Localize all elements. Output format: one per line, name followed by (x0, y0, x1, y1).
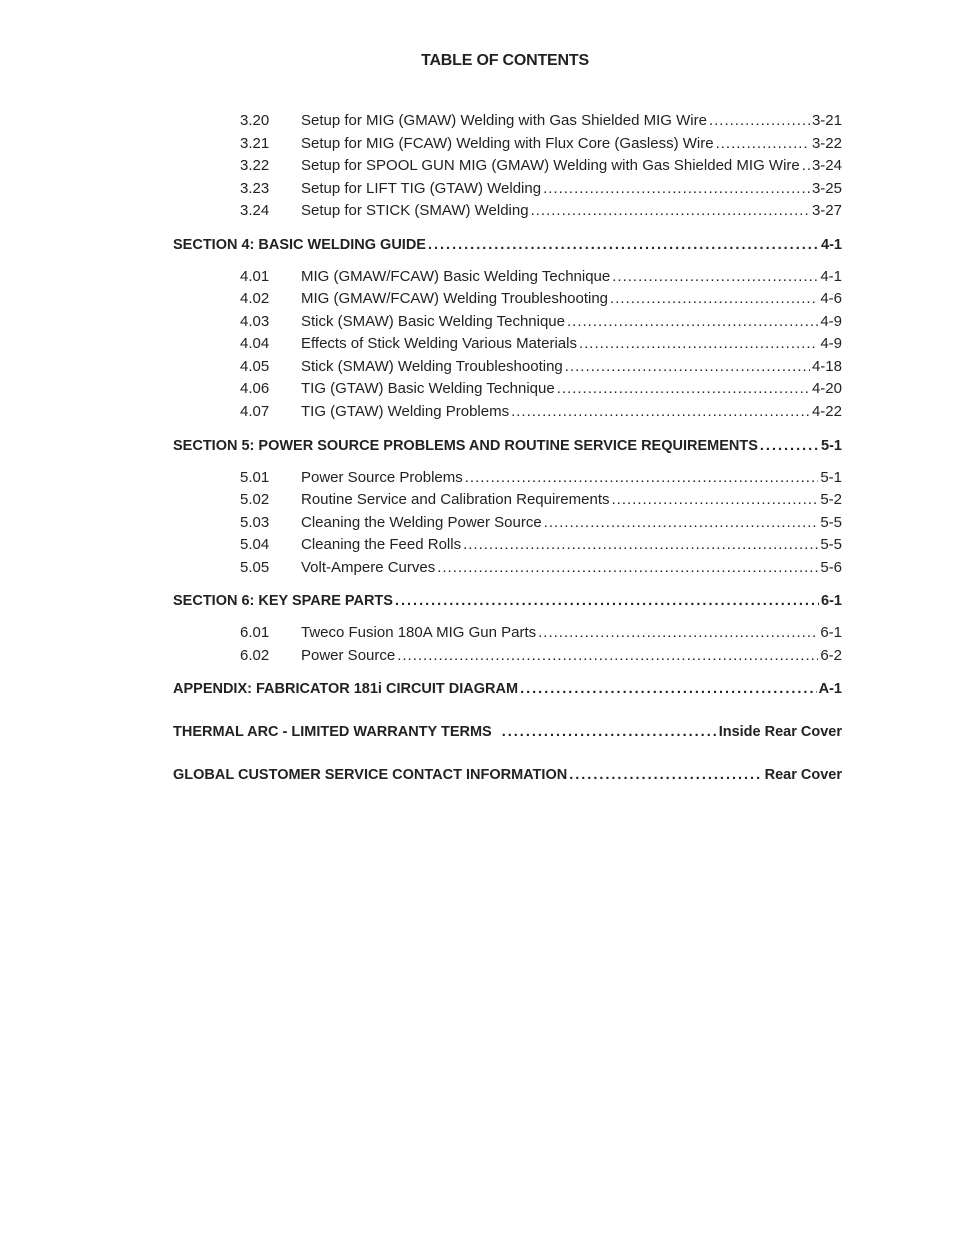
section-title: GLOBAL CUSTOMER SERVICE CONTACT INFORMATION (173, 767, 568, 783)
entry-title: Power Source (301, 647, 396, 664)
toc-entry[interactable] (173, 489, 842, 511)
entry-number: 4.04 (240, 335, 270, 352)
entry-number: 3.24 (240, 202, 270, 219)
entry-page: 3-24 (811, 157, 842, 174)
entry-number: 4.06 (240, 380, 270, 397)
entry-page: 3-25 (811, 180, 842, 197)
entry-number: 4.07 (240, 403, 270, 420)
dot-leader (565, 356, 810, 378)
toc-entry[interactable] (173, 467, 842, 489)
dot-leader (557, 378, 810, 400)
section-page: 4-1 (821, 237, 842, 253)
dot-leader (760, 435, 819, 457)
entry-title: Setup for SPOOL GUN MIG (GMAW) Welding with Gas Shielded MIG Wire (301, 157, 800, 174)
entry-title: Power Source Problems (301, 469, 463, 486)
section-title: SECTION 6: KEY SPARE PARTS (173, 593, 393, 609)
entry-page: 4-18 (811, 358, 842, 375)
dot-leader (579, 333, 818, 355)
entry-number: 6.02 (240, 647, 270, 664)
dot-leader (709, 110, 810, 132)
toc-entry[interactable] (173, 311, 842, 333)
toc-entry[interactable] (173, 110, 842, 132)
entry-number: 5.02 (240, 491, 270, 508)
entry-title: Stick (SMAW) Welding Troubleshooting (301, 358, 563, 375)
entry-page: 4-22 (811, 403, 842, 420)
entry-title: Routine Service and Calibration Requirements (301, 491, 610, 508)
entry-title: Cleaning the Welding Power Source (301, 514, 542, 531)
entry-title: Setup for LIFT TIG (GTAW) Welding (301, 180, 542, 197)
page-title: TABLE OF CONTENTS (421, 52, 589, 69)
dot-leader (544, 512, 819, 534)
dot-leader (397, 645, 818, 667)
section-page: A-1 (818, 681, 842, 697)
entry-page: 6-2 (820, 647, 842, 664)
entry-page: 5-1 (820, 469, 842, 486)
entry-number: 4.05 (240, 358, 270, 375)
section-page: Rear Cover (764, 767, 842, 783)
entry-page: 5-5 (820, 514, 842, 531)
toc-entry[interactable] (173, 266, 842, 288)
entry-title: TIG (GTAW) Basic Welding Technique (301, 380, 555, 397)
entry-page: 4-1 (820, 268, 842, 285)
section-page: 5-1 (821, 438, 842, 454)
entry-number: 4.01 (240, 268, 270, 285)
dot-leader (569, 764, 762, 786)
entry-page: 3-22 (811, 135, 842, 152)
dot-leader (395, 590, 819, 612)
entry-page: 4-20 (811, 380, 842, 397)
toc-entry[interactable] (173, 645, 842, 667)
entry-title: Stick (SMAW) Basic Welding Technique (301, 313, 565, 330)
toc-entry[interactable] (173, 200, 842, 222)
dot-leader (437, 557, 818, 579)
toc-section[interactable] (173, 764, 842, 786)
entry-page: 3-27 (811, 202, 842, 219)
toc-entry[interactable] (173, 178, 842, 200)
section-title: SECTION 5: POWER SOURCE PROBLEMS AND ROUTINE SERVICE REQUIREMENTS (173, 438, 758, 454)
dot-leader (567, 311, 818, 333)
entry-number: 5.03 (240, 514, 270, 531)
entry-title: MIG (GMAW/FCAW) Welding Troubleshooting (301, 290, 609, 307)
dot-leader (538, 622, 818, 644)
entry-page: 4-9 (820, 335, 842, 352)
toc-entry[interactable] (173, 378, 842, 400)
entry-number: 3.22 (240, 157, 270, 174)
toc-entry[interactable] (173, 133, 842, 155)
dot-leader (428, 234, 819, 256)
dot-leader (802, 155, 810, 177)
section-page: 6-1 (821, 593, 842, 609)
entry-page: 6-1 (820, 624, 842, 641)
entry-number: 6.01 (240, 624, 270, 641)
dot-leader (520, 678, 817, 700)
entry-title: Cleaning the Feed Rolls (301, 536, 462, 553)
toc-entry[interactable] (173, 356, 842, 378)
toc-section[interactable] (173, 678, 842, 700)
toc-entry[interactable] (173, 288, 842, 310)
toc-entry[interactable] (173, 155, 842, 177)
entry-title: Setup for MIG (FCAW) Welding with Flux Core (Gasless) Wire (301, 135, 714, 152)
section-title: THERMAL ARC - LIMITED WARRANTY TERMS (173, 724, 492, 740)
toc-entry[interactable] (173, 401, 842, 423)
dot-leader (465, 467, 819, 489)
entry-number: 5.05 (240, 559, 270, 576)
entry-page: 5-5 (820, 536, 842, 553)
entry-number: 3.20 (240, 112, 270, 129)
dot-leader (610, 288, 818, 310)
entry-page: 5-6 (820, 559, 842, 576)
entry-number: 3.21 (240, 135, 270, 152)
entry-title: Setup for MIG (GMAW) Welding with Gas Shielded MIG Wire (301, 112, 707, 129)
entry-page: 5-2 (820, 491, 842, 508)
entry-number: 3.23 (240, 180, 270, 197)
dot-leader (543, 178, 810, 200)
entry-title: Volt-Ampere Curves (301, 559, 436, 576)
toc-section[interactable] (173, 435, 842, 457)
toc-entry[interactable] (173, 512, 842, 534)
entry-title: Tweco Fusion 180A MIG Gun Parts (301, 624, 537, 641)
section-title: SECTION 4: BASIC WELDING GUIDE (173, 237, 426, 253)
entry-number: 5.04 (240, 536, 270, 553)
toc-section[interactable] (173, 234, 842, 256)
toc-entry[interactable] (173, 557, 842, 579)
toc-entry[interactable] (173, 534, 842, 556)
entry-title: Setup for STICK (SMAW) Welding (301, 202, 529, 219)
entry-title: TIG (GTAW) Welding Problems (301, 403, 510, 420)
entry-number: 5.01 (240, 469, 270, 486)
entry-number: 4.03 (240, 313, 270, 330)
toc-entry[interactable] (173, 622, 842, 644)
dot-leader (612, 489, 819, 511)
entry-title: Effects of Stick Welding Various Materials (301, 335, 577, 352)
dot-leader (511, 401, 810, 423)
dot-leader (531, 200, 810, 222)
section-title: APPENDIX: FABRICATOR 181i CIRCUIT DIAGRAM (173, 681, 519, 697)
dot-leader (463, 534, 818, 556)
toc-section[interactable] (173, 721, 842, 743)
toc-section[interactable] (173, 590, 842, 612)
dot-leader (612, 266, 818, 288)
entry-page: 4-9 (820, 313, 842, 330)
entry-page: 3-21 (811, 112, 842, 129)
dot-leader (716, 133, 810, 155)
dot-leader (502, 721, 717, 743)
toc-entry[interactable] (173, 333, 842, 355)
entry-page: 4-6 (820, 290, 842, 307)
entry-title: MIG (GMAW/FCAW) Basic Welding Technique (301, 268, 611, 285)
entry-number: 4.02 (240, 290, 270, 307)
section-page: Inside Rear Cover (718, 724, 842, 740)
